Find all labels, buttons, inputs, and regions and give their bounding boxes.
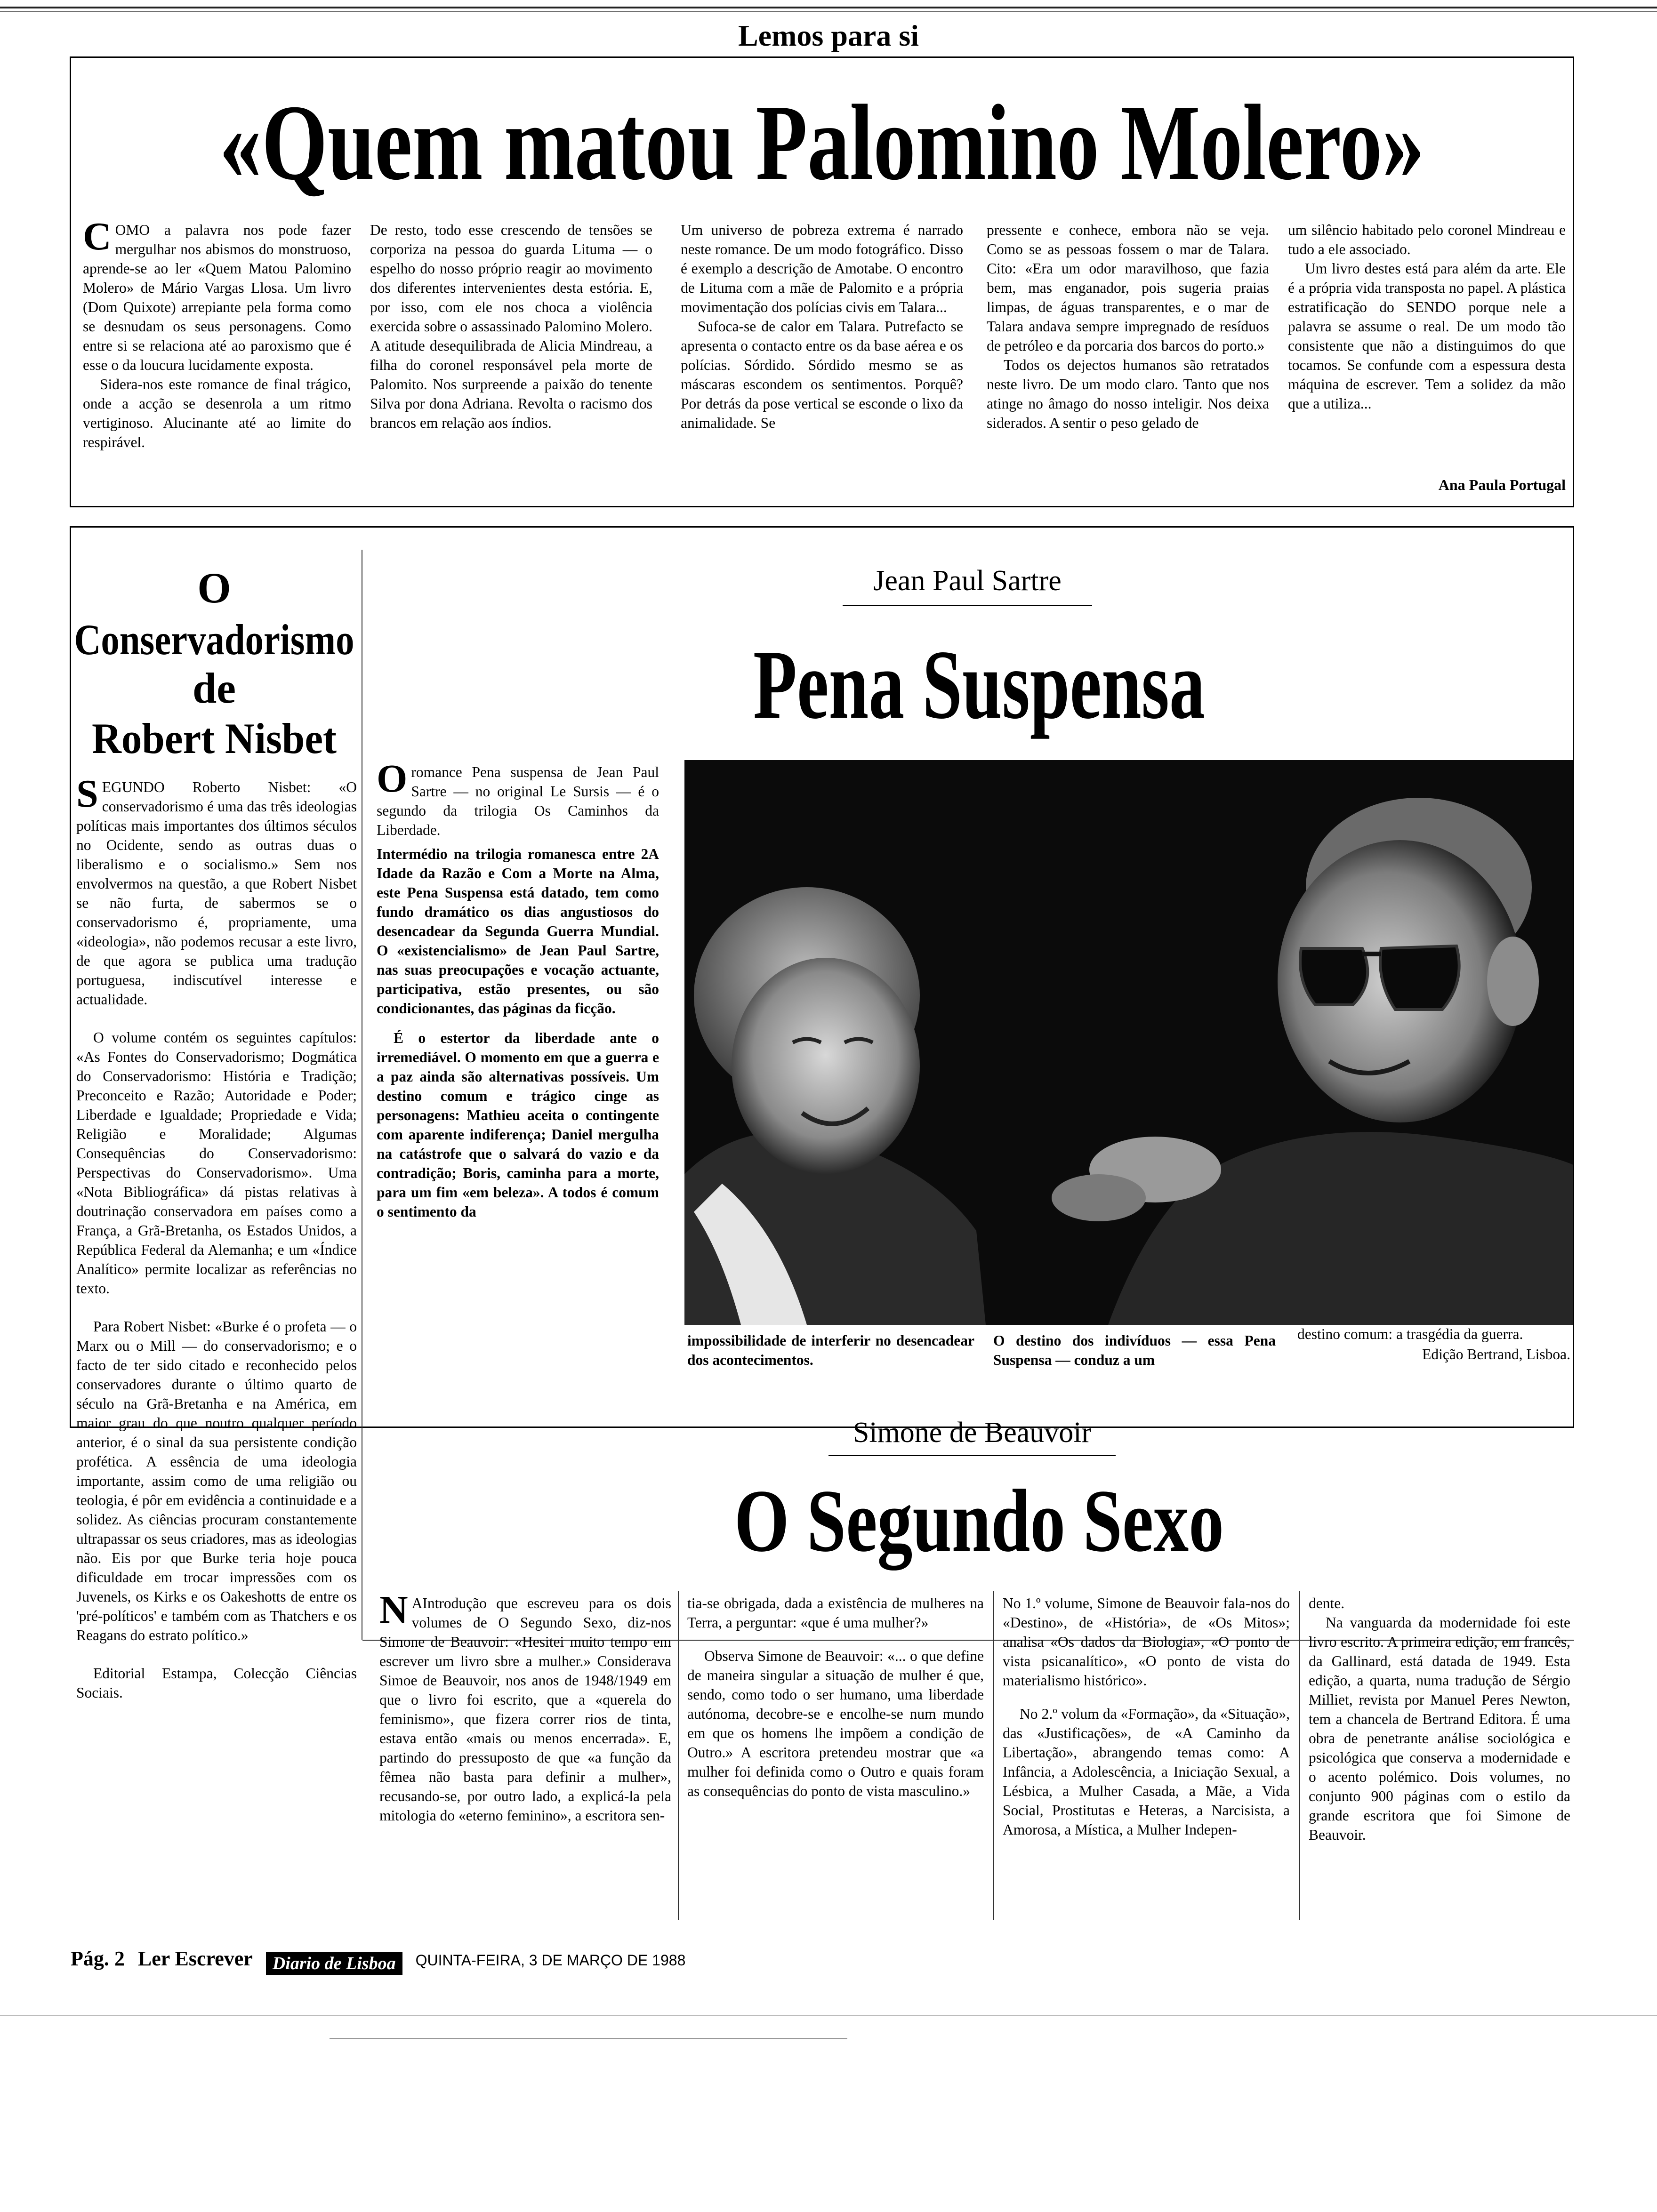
photo-man-ear (1487, 937, 1539, 1026)
review-segundo-kicker-text: Simone de Beauvoir (853, 1417, 1092, 1449)
review-quem-matou-title-svg (70, 82, 1574, 202)
review-segundo-col-3 (1003, 1594, 1290, 1923)
r2-p2: O volume contém os seguintes capítulos: «As Fontes do Conservadorismo; Dogmática do Conservadorismo: História e Tradição; Preconceito e Razão; Autoridade e Poder; Liberdade e Igualdade; Propriedade e Vida; Religião e Moralidade; Algumas Consequências do Conservadorismo: Perspectivas do Conservadorismo». Uma «Nota Bibliográfica» dá pistas relativas à doutrinação conservadora em países como a França, a Grã-Bretanha, os Estados Unidos, a República Federal da Alemanha; e um «Índice Analítico» permite localizar as referências no texto. (76, 1029, 357, 1297)
review-conservadorismo-title-line-1: O (197, 564, 231, 612)
review-segundo-col-2 (687, 1594, 984, 1923)
review-quem-matou-col-4 (987, 220, 1269, 503)
review-quem-matou-title-text: «Quem matou Palomino Molero» (219, 82, 1424, 202)
photo-woman-face (732, 958, 920, 1174)
r3-p2: Intermédio na trilogia romanesca entre 2A Idade da Razão e Com a Morte na Alma, este Pena Suspensa está datado, tem como fundo dramático os dias angustiosos do desencadear da Segunda Guerra Mundial. O «existencialismo» de Jean Paul Sartre, nas suas preocupações e vocação actuante, participativa, estão presentes, ou são condicionantes, das páginas da ficção. (377, 846, 659, 1017)
r4-c2-p2: Observa Simone de Beauvoir: «... o que define de maneira singular a situação de mulher é que, sendo, como todo o ser humano, uma liberdade autónoma, decobre-se e encolhe-se num mundo em que os homens lhe impõem a condição de Outro.» A escritora pretendeu mostrar que «a mulher foi definida como o Outro e quais foram as consequências do ponto de vista masculino.» (687, 1648, 984, 1799)
review-conservadorismo-body (76, 772, 357, 1701)
review-quem-matou-col-2 (370, 220, 652, 503)
review-segundo-title (565, 1468, 1393, 1572)
r1-c4-p1: pressente e conhece, embora não se veja. Como se as pessoas fossem o mar de Talara. Cito: «Era um odor maravilhoso, que fazia bem, mas enganador, pois sugeria praias limpas, de águas transparentes, e o mar de Talara andava sempre impregnado de resíduos de petróleo e da porcaria dos barcos do porto.» (987, 222, 1269, 354)
photo-sartre-beauvoir (684, 760, 1573, 1325)
r4-c3-p2: No 2.º volum da «Formação», da «Situação», das «Justificações», de «A Caminho da Libertação», abrangendo temas como: A Infância, a Adolescência, a Iniciação Sexual, a Lésbica, a Mulher Casada, a Mãe, a Vida Social, Prostitutas e Heteras, a Narcisista, a Amorosa, a Mística, a Mulher Indepen- (1003, 1706, 1290, 1838)
r3-p1: romance Pena suspensa de Jean Paul Sartre — no original Le Sursis — é o segundo da trilogia Os Caminhos da Liberdade. (377, 764, 659, 838)
r1-c5-p1: um silêncio habitado pelo coronel Mindreau e tudo a ele associado. (1288, 222, 1566, 257)
r1-c3-p1: Um universo de pobreza extrema é narrado neste romance. De um modo fotográfico. Disso é exemplo a descrição de Amotabe. O encontro de Lituma com a mãe de Palomito e a própria movimentação dos polícias civis em Talara... (681, 222, 963, 315)
dropcap-o: O (377, 757, 408, 801)
review-quem-matou-col-1 (83, 215, 351, 503)
scan-line-bottom-2 (330, 2038, 847, 2039)
footer (71, 1944, 1200, 1977)
review-conservadorismo-title-svg (71, 562, 358, 769)
r3-p3: É o estertor da liberdade ante o irremediável. O momento em que a guerra e a paz ainda são alternativas possíveis. Um destino comum e trágico cinge as personagens: Mathieu aceita o contingente com aparente indiferença; Daniel mergulha na catástrofe que o salvará do vazio e da contradição; Boris, caminha para a morte, para um fim «em beleza». A todos é comum o sentimento da (377, 1030, 659, 1220)
review-conservadorismo-title (71, 562, 358, 769)
review-pena-caption-3 (1297, 1324, 1570, 1395)
dropcap-c: C (83, 215, 112, 258)
review-pena-caption-2 (993, 1331, 1276, 1373)
r1-c1-p2: Sidera-nos este romance de final trágico, onde a acção se desenrola a um ritmo vertiginoso. Alucinante até ao limite do respirável. (83, 376, 351, 450)
scan-line-bottom-1 (0, 2015, 1657, 2016)
r2-p1: EGUNDO Roberto Nisbet: «O conservadorismo é uma das três ideologias políticas mais importantes dos últimos séculos no Ocidente, sendo as outras duas o liberalismo e o socialismo.» Sem nos envolvermos na questão, a que Robert Nisbet se não furta, de sabermos se o conservadorismo é, propriamente, uma «ideologia», não podemos recusar a este livro, de que agora se publica uma tradução portuguesa, indiscutível interesse e actualidade. (76, 779, 357, 1008)
r4-c4-p1: dente. (1309, 1595, 1345, 1611)
footer-section: Ler Escrever (137, 1947, 253, 1970)
review-conservadorismo-title-line-3: de (193, 664, 236, 712)
r4-c2-p1: tia-se obrigada, dada a existência de mulheres na Terra, a perguntar: «que é uma mulher?» (687, 1595, 984, 1631)
r4-c4-p2: Na vanguarda da modernidade foi este livro escrito. A primeira edição, em francês, da Gallinard, está datada de 1949. Esta edição, a quarta, numa tradução de Sérgio Milliet, revista por Manuel Peres Newton, tem a chancela de Bertrand Editora. É uma obra de penetrante análise sociológica e psicológica que conserva a modernidade e o acento polémico. Dois volumes, no conjunto 900 páginas com o estilo da grande escritora que foi Simone de Beauvoir. (1309, 1614, 1570, 1843)
dropcap-s: S (76, 772, 98, 816)
review-pena-body (377, 757, 659, 1384)
dropcap-n: N (379, 1588, 408, 1632)
review-pena-title-svg (565, 626, 1393, 739)
review-segundo-title-text: O Segundo Sexo (734, 1472, 1224, 1571)
review-quem-matou-author: Ana Paula Portugal (1438, 476, 1566, 493)
footer-masthead: Diario de Lisboa (266, 1952, 402, 1975)
footer-page: Pág. 2 (71, 1947, 125, 1970)
r1-c3-p2: Sufoca-se de calor em Talara. Putrefacto se apresenta o contacto entre os da base aérea e os polícias. Sórdido. Sórdido mesmo se as máscaras escondem os sentimentos. Porquê? Por detrás da pose vertical se esconde o lixo da animalidade. Se (681, 318, 963, 431)
review-pena-caption-2-text: O destino dos indivíduos — essa Pena Suspensa — conduz a um (993, 1332, 1276, 1368)
review-quem-matou-col-3 (681, 220, 963, 503)
section-header (0, 17, 1657, 55)
review-segundo-col-1 (379, 1588, 671, 1923)
footer-date: QUINTA-FEIRA, 3 DE MARÇO DE 1988 (415, 1952, 686, 1969)
photo-svg (684, 760, 1573, 1325)
r1-c1-p1: OMO a palavra nos pode fazer mergulhar nos abismos do monstruoso, aprende-se ao ler «Quem Matou Palomino Molero» de Mário Vargas Llosa. Um livro (Dom Quixote) arrepiante pela forma como se desnudam os seus personagens. Como entre si se relaciona até ao paroxismo que é esse o da loucura lucidamente exposta. (83, 222, 351, 373)
r1-c5-p2: Um livro destes está para além da arte. Ele é a própria vida transposta no papel. A plástica estratificação do SENDO porque nele a palavra se assume o real. De um modo tão consistente que não a distinguimos do que tocamos. Se confunde com a espessura desta máquina de escrever. Tem a solidez da mão que a utiliza... (1288, 260, 1566, 412)
review-pena-caption-3-text: destino comum: a trasgédia da guerra. (1297, 1326, 1523, 1342)
review-pena-title (565, 626, 1393, 739)
review-quem-matou-col-5 (1288, 220, 1566, 474)
review-pena-publisher: Edição Bertrand, Lisboa. (1422, 1346, 1570, 1362)
review-conservadorismo-title-line-2: Conservadorismo (74, 616, 354, 664)
review-segundo-title-svg (565, 1468, 1393, 1572)
r1-c2-p1: De resto, todo esse crescendo de tensões se corporiza na pessoa do guarda Lituma — o espelho do nosso próprio reagir ao movimento dos diferentes intervenientes desta estória. E, por isso, com ele nos choca a violência exercida sobre o assassinado Palomino Molero. A atitude desequilibrada de Alicia Mindreau, a filha do coronel responsável pela morte de Palomito. Nos surpreende a paixão do tenente Silva por dona Adriana. Revolta o racismo dos brancos em relação aos índios. (370, 222, 652, 431)
review-segundo-kicker (828, 1411, 1116, 1456)
section-header-text: Lemos para si (738, 19, 919, 52)
review-conservadorismo-title-line-4: Robert Nisbet (92, 714, 337, 762)
r2-p4: Editorial Estampa, Colecção Ciências Sociais. (76, 1665, 357, 1701)
review-quem-matou-title (70, 82, 1574, 202)
r1-c4-p2: Todos os dejectos humanos são retratados neste livro. De um modo claro. Tanto que nos atinge no âmago do nosso inteligir. Nos deixa siderados. A sentir o peso gelado de (987, 357, 1269, 431)
review-segundo-col-4 (1309, 1594, 1570, 1923)
r4-c1-p1: AIntrodução que escreveu para os dois volumes de O Segundo Sexo, diz-nos Simone de Beauvoir: «Hesitei muito tempo em escrever um livro sbre a mulher.» Considerava Simoe de Beauvoir, nos anos de 1948/1949 em que o livro foi escrito, que a «querela do feminismo», que fizera correr rios de tinta, estava então «mais ou menos encerrada». E, partindo do pressuposto de que «a função da fêmea não basta para definir a mulher», recusando-se, por outro lado, a explicá-la pela mitologia do «eterno feminino», a escritora sen- (379, 1595, 671, 1824)
review-pena-kicker-text: Jean Paul Sartre (873, 565, 1062, 597)
scan-edge-top (0, 7, 1657, 8)
review-pena-title-text: Pena Suspensa (753, 630, 1205, 739)
photo-hand-2 (1052, 1174, 1146, 1221)
r2-p3: Para Robert Nisbet: «Burke é o profeta — o Marx ou o Mill — do conservadorismo; e o facto de ter sido citado e reconhecido pelos conservadores durante o último quarto de século na Grã-Bretanha e na América, em maior grau do que noutro qualquer período anterior, é o sinal da sua persistente condição profética. A essência de uma ideologia importante, assim como de uma religião ou teologia, é pôr em evidência a continuidade e a solidez. As ciências procuram constantemente ultrapassar os seus criadores, mas as ideologias não. Eis por que Burke teria hoje pouca dificuldade em trocar impressões com os Juvenels, os Kirks e os Oakeshotts de entre os 'pré-políticos' e também com as Thatchers e os Reagans do estrato político.» (76, 1318, 357, 1643)
scan-edge-top-2 (0, 11, 1657, 12)
r4-c3-p1: No 1.º volume, Simone de Beauvoir fala-nos do «Destino», de «História», de «Os Mitos»; analisa «Os dados da Biologia», «O ponto de vista psicanalítico», «O ponto de vista do materialismo histórico». (1003, 1595, 1290, 1689)
review-pena-kicker (843, 559, 1092, 606)
review-pena-caption-1: impossibilidade de interferir no desencadear dos acontecimentos. (687, 1332, 974, 1368)
